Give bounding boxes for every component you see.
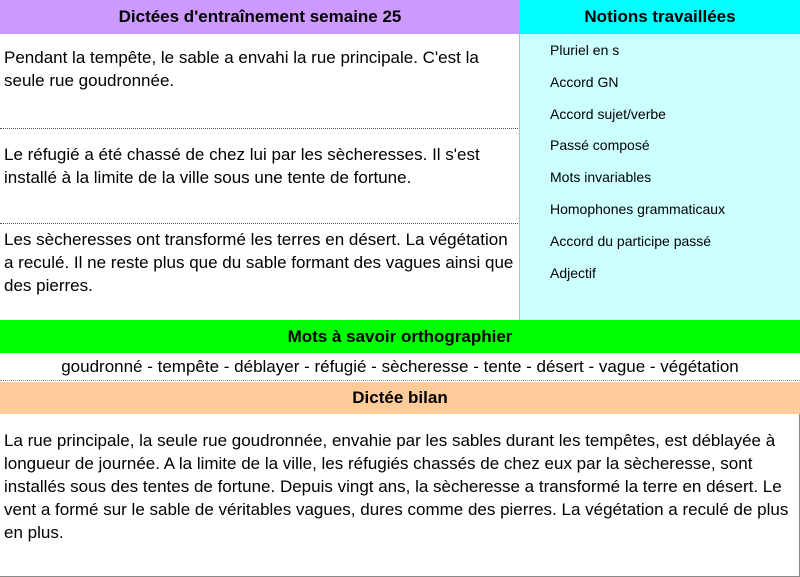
notion-item: Passé composé	[550, 137, 650, 154]
notions-panel	[520, 34, 800, 320]
page-title: Dictées d'entraînement semaine 25	[0, 0, 520, 34]
notion-item: Pluriel en s	[550, 42, 620, 58]
bilan-text: La rue principale, la seule rue goudronnée, envahie par les sables durant les tempêtes, est déblayée à longueur de journée. A la limite de la ville, les réfugiés chassés de chez eux par la sècheresse, sont installés sous des tentes de fortune. Depuis vingt ans, la sècheresse a transformé la terre en désert. Le vent a formé sur le sable de véritables vagues, dures comme des pierres. La végétation a reculé de plus en plus.	[0, 414, 800, 577]
notion-item: Adjectif	[550, 264, 596, 281]
notion-item: Accord GN	[550, 73, 619, 90]
notions-title: Notions travaillées	[520, 0, 800, 34]
dictee-2: Le réfugié a été chassé de chez lui par les sècheresses. Il s'est installé à la limite de la ville sous une tente de fortune.	[0, 129, 520, 224]
notion-item: Homophones grammaticaux	[550, 200, 726, 217]
bilan-title: Dictée bilan	[0, 382, 800, 414]
notions-list	[550, 39, 800, 293]
notion-item: Accord sujet/verbe	[550, 105, 666, 122]
dictee-1: Pendant la tempête, le sable a envahi la rue principale. C'est la seule rue goudronnée.	[0, 34, 520, 129]
mots-title: Mots à savoir orthographier	[0, 320, 800, 353]
notion-item: Accord du participe passé	[550, 232, 712, 249]
notion-item: Mots invariables	[550, 169, 652, 186]
mots-list: goudronné - tempête - déblayer - réfugié - sècheresse - tente - désert - vague - végétation	[0, 353, 800, 381]
dictee-3: Les sècheresses ont transformé les terres en désert. La végétation a reculé. Il ne reste plus que du sable formant des vagues ainsi que des pierres.	[4, 230, 514, 295]
